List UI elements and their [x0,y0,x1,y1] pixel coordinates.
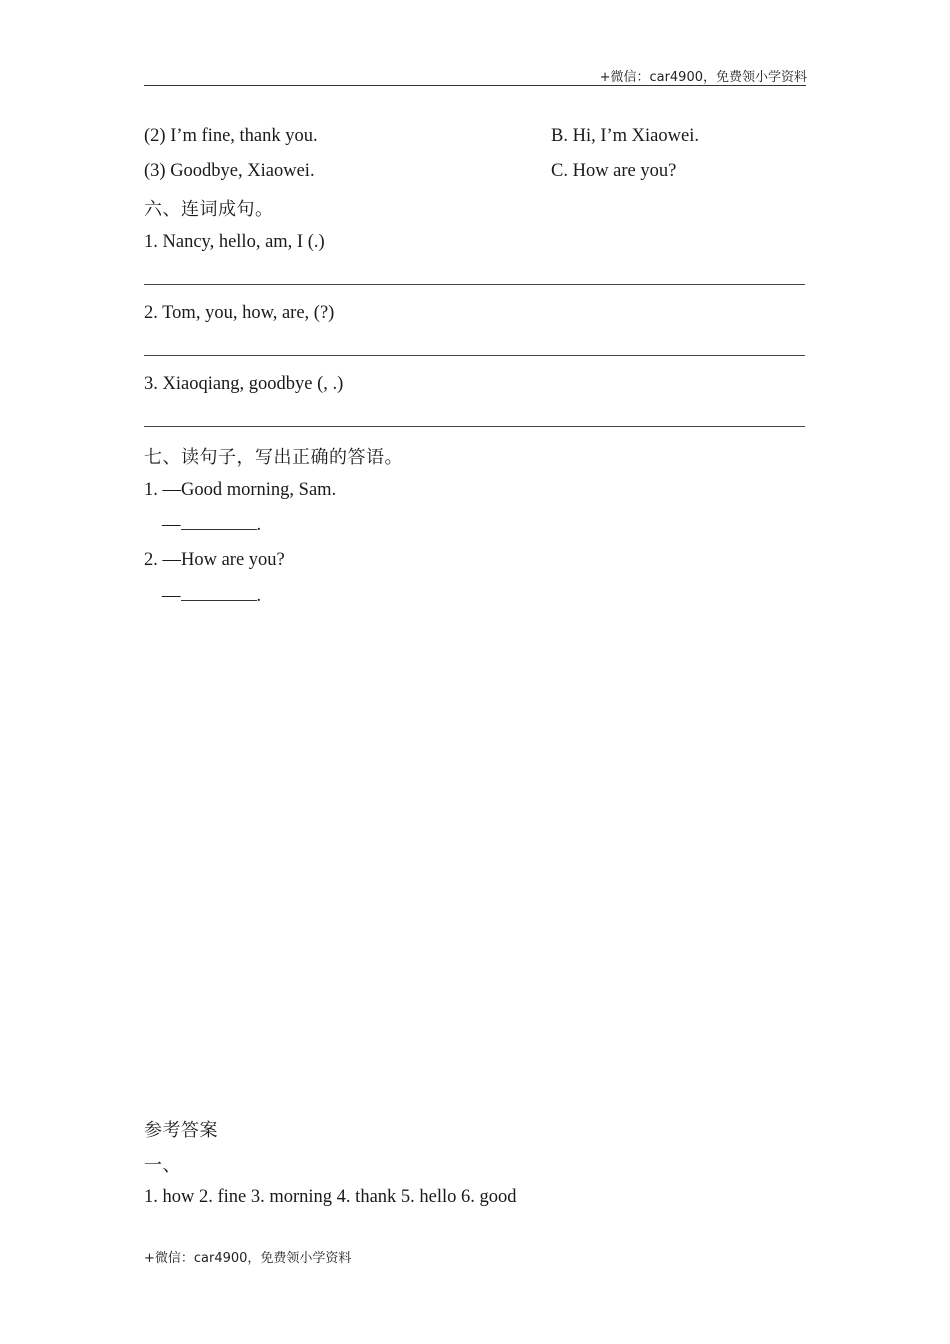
section6-answer-line-2[interactable] [144,355,805,356]
header-divider [144,85,806,86]
answers-part1-label: 一、 [144,1155,181,1176]
answer-dash: — [162,515,181,535]
matching-right-b: B. Hi, I’m Xiaowei. [551,126,699,146]
answer-blank-1[interactable] [181,515,257,530]
section6-answer-line-1[interactable] [144,284,805,285]
section6-title: 六、连词成句。 [144,199,274,220]
section7-question-2: 2. —How are you? [144,550,285,570]
matching-left-3: (3) Goodbye, Xiaowei. [144,161,315,181]
answers-title: 参考答案 [144,1120,218,1141]
matching-left-2: (2) I’m fine, thank you. [144,126,318,146]
answer-period: . [256,515,262,535]
matching-right-c: C. How are you? [551,161,677,181]
section6-item-1: 1. Nancy, hello, am, I (.) [144,232,325,252]
answer-period: . [256,586,262,606]
footer-watermark-note: +微信：car4900，免费领小学资料 [144,1251,352,1266]
answer-blank-2[interactable] [181,586,257,601]
answers-part1-text: 1. how 2. fine 3. morning 4. thank 5. hello 6. good [144,1187,517,1207]
section6-item-2: 2. Tom, you, how, are, (?) [144,303,335,323]
section6-answer-line-3[interactable] [144,426,805,427]
section7-answer-1 [162,513,261,537]
section6-item-3: 3. Xiaoqiang, goodbye (, .) [144,374,344,394]
section7-title: 七、读句子，写出正确的答语。 [144,447,403,468]
section7-answer-2 [162,584,261,608]
section7-question-1: 1. —Good morning, Sam. [144,480,337,500]
header-watermark-note: +微信：car4900，免费领小学资料 [599,70,807,85]
answer-dash: — [162,586,181,606]
